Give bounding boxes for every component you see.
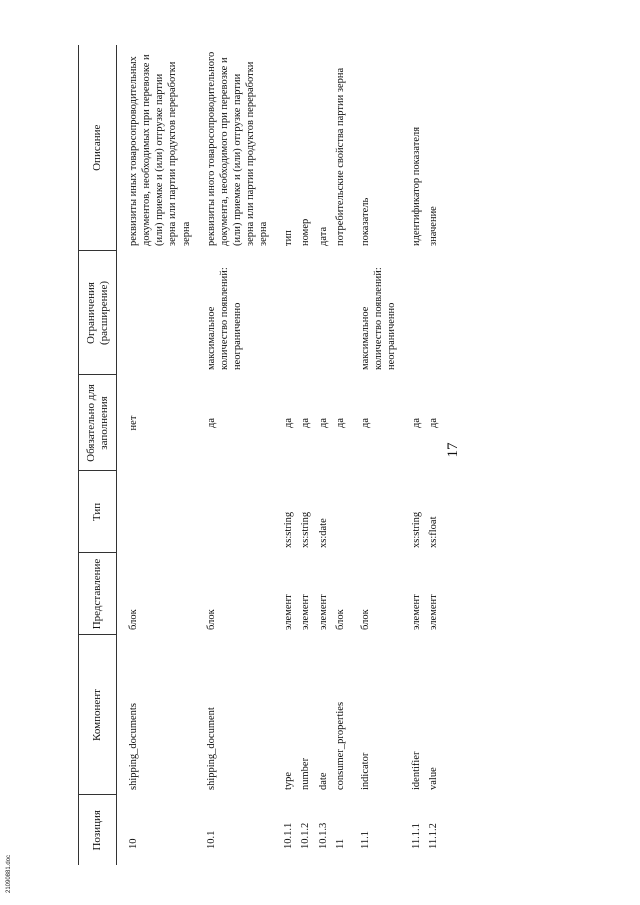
cell-description: потребительские свойства партии зерна: [334, 67, 346, 246]
cell-restrictions: [425, 251, 442, 375]
cell-type: [332, 471, 349, 553]
cell-component: consumer_properties: [334, 701, 346, 790]
spec-table: [78, 45, 442, 865]
cell-description: реквизиты иного товаросопроводительного документа, необходимого при перевозке и (или) приемке и (или) отгрузке партии зерна или партии продуктов переработки зерна: [205, 51, 270, 246]
cell-position: 10.1: [205, 830, 217, 849]
cell-description: тип: [283, 230, 295, 246]
cell-component: type: [283, 771, 295, 790]
header-component: Компонент: [79, 635, 117, 795]
page-number: 17: [445, 442, 461, 458]
cell-representation: блок: [128, 609, 139, 630]
cell-position: 10: [128, 838, 139, 849]
cell-representation: блок: [205, 609, 217, 630]
cell-description: дата: [317, 226, 329, 246]
header-restrictions: Ограничения (расширение): [79, 251, 117, 375]
cell-type: xs:float: [428, 516, 440, 548]
cell-restrictions: [272, 251, 297, 375]
cell-description: реквизиты иных товаросопроводительных документов, необходимых при перевозке и (или) приемке и (или) отгрузке партии зерна или партии продуктов переработки зерна: [128, 54, 192, 246]
cell-component: number: [300, 757, 312, 790]
header-representation: Представление: [79, 553, 117, 635]
cell-component: shipping_document: [205, 707, 217, 790]
cell-representation: элемент: [411, 594, 423, 630]
cell-position: 10.1.1: [283, 822, 295, 849]
cell-restrictions: [400, 251, 425, 375]
cell-representation: элемент: [428, 594, 440, 630]
cell-position: 10.1.2: [300, 822, 312, 849]
table-row: [400, 45, 425, 865]
cell-position: 11: [334, 838, 346, 849]
cell-required: да: [428, 418, 440, 429]
cell-type: [195, 471, 273, 553]
table-row: [195, 45, 273, 865]
cell-position: 11.1.2: [428, 823, 440, 849]
cell-representation: элемент: [283, 594, 295, 630]
header-required: Обязательно для заполнения: [79, 375, 117, 471]
table-row: [425, 45, 442, 865]
cell-restrictions: [297, 251, 314, 375]
cell-component: identifier: [411, 751, 423, 790]
cell-required: да: [334, 418, 346, 429]
cell-restrictions: [332, 251, 349, 375]
cell-type: xs:string: [300, 511, 312, 548]
cell-type: xs:string: [283, 511, 295, 548]
cell-component: value: [428, 767, 440, 790]
cell-restrictions: [315, 251, 332, 375]
table-row: [117, 45, 195, 865]
cell-required: да: [317, 418, 329, 429]
cell-component: shipping_documents: [128, 703, 139, 790]
cell-representation: элемент: [317, 594, 329, 630]
cell-position: 11.1: [359, 831, 371, 849]
cell-restrictions: максимальное количество появлений: неограниченно: [359, 267, 397, 370]
cell-required: да: [205, 418, 217, 429]
cell-required: нет: [128, 415, 139, 431]
table-row: [332, 45, 349, 865]
cell-component: indicator: [359, 752, 371, 790]
cell-description: номер: [300, 218, 312, 246]
cell-description: показатель: [359, 197, 371, 246]
cell-component: date: [317, 772, 329, 790]
cell-restrictions: [117, 251, 195, 375]
table-row: [297, 45, 314, 865]
table-row: [315, 45, 332, 865]
table-row: [272, 45, 297, 865]
cell-representation: блок: [359, 609, 371, 630]
cell-type: xs:date: [317, 518, 329, 548]
header-type: Тип: [79, 471, 117, 553]
cell-representation: блок: [334, 609, 346, 630]
cell-required: да: [411, 418, 423, 429]
cell-type: [349, 471, 400, 553]
cell-description: идентификатор показателя: [411, 126, 423, 246]
cell-description: значение: [428, 206, 440, 246]
header-position: Позиция: [79, 795, 117, 865]
cell-representation: элемент: [300, 594, 312, 630]
cell-required: да: [359, 418, 371, 429]
header-description: Описание: [79, 45, 117, 251]
table-row: [349, 45, 400, 865]
cell-type: xs:string: [411, 511, 423, 548]
cell-position: 10.1.3: [317, 822, 329, 849]
cell-restrictions: максимальное количество появлений: неограниченно: [205, 267, 243, 370]
footer-file-name: 21090881.doc: [6, 854, 12, 893]
table-header-row: [79, 45, 117, 865]
cell-required: да: [300, 418, 312, 429]
cell-position: 11.1.1: [411, 823, 423, 849]
cell-required: да: [283, 418, 295, 429]
cell-type: [117, 471, 195, 553]
